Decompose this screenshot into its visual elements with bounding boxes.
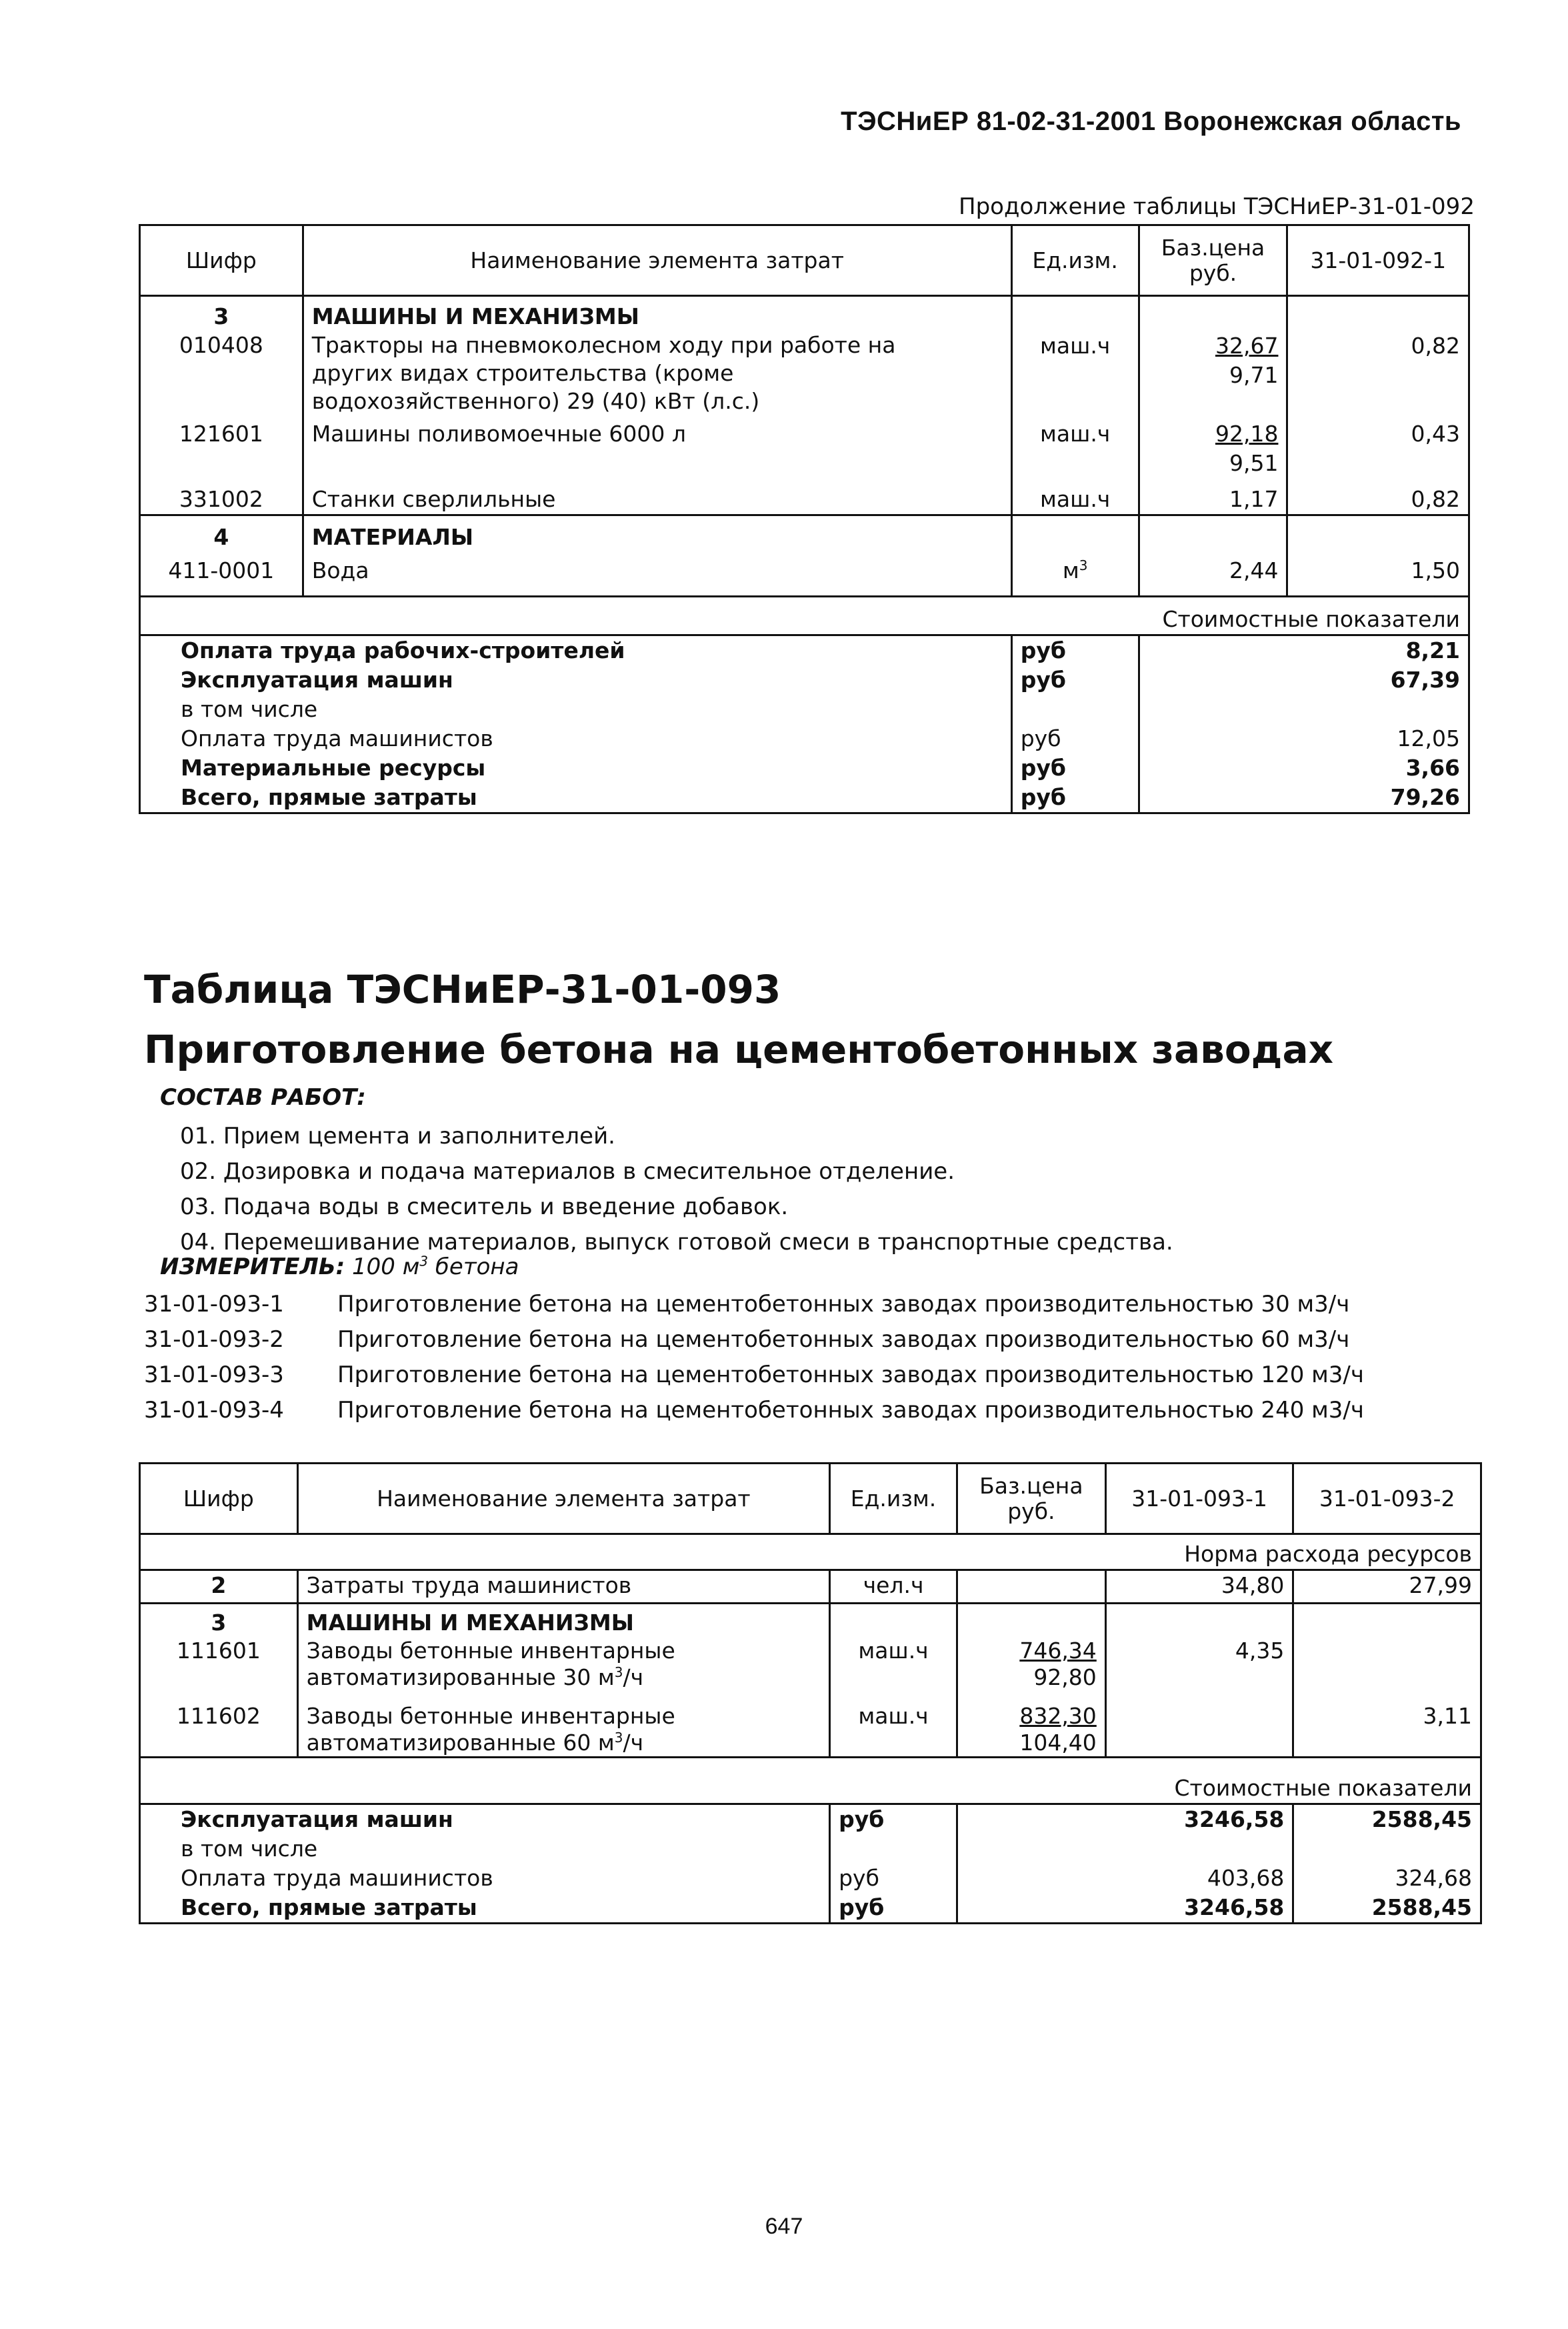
summary-row: в том числе: [140, 695, 1469, 724]
summary-row: Оплата труда рабочих-строителей руб 8,21: [140, 635, 1469, 665]
header-price: Баз.цена руб.: [1139, 225, 1287, 296]
header-code: Шифр: [140, 225, 303, 296]
table-row: 111601 Заводы бетонные инвентарные автоматизированные 30 $м^3/ч$ маш.ч 746,34 92,80 4,35: [140, 1638, 1481, 1691]
header-name: Наименование элемента затрат: [297, 1464, 829, 1534]
document-header: ТЭСНиЕР 81-02-31-2001 Воронежская область: [841, 107, 1461, 136]
measure-value: 100 $м^3$ бетона: [352, 1253, 519, 1280]
table-title: Таблица ТЭСНиЕР-31-01-093: [144, 967, 781, 1012]
table-row: 331002 Станки сверлильные маш.ч 1,17 0,82: [140, 478, 1469, 515]
operation-item: 01. Прием цемента и заполнителей.: [180, 1123, 615, 1149]
summary-row: Оплата труда машинистов руб 12,05: [140, 724, 1469, 753]
section-row: 3 МАШИНЫ И МЕХАНИЗМЫ: [140, 296, 1469, 332]
summary-row: Всего, прямые затраты руб 3246,58 2588,45: [140, 1893, 1481, 1924]
works-label: СОСТАВ РАБОТ:: [160, 1084, 366, 1111]
price-codes-list: [144, 1287, 1364, 1428]
table-row: 010408 Тракторы на пневмоколесном ходу при работе на других видах строительства (кроме водохозяйственного) 29 (40) кВт (л.с.) маш.ч 32,67 9,71 0,82: [140, 331, 1469, 415]
table-31-01-092: [139, 224, 1470, 814]
header-name: Наименование элемента затрат: [303, 225, 1011, 296]
header-norm: 31-01-092-1: [1287, 225, 1469, 296]
table-continuation-caption: Продолжение таблицы ТЭСНиЕР-31-01-092: [959, 193, 1475, 220]
header-norm-2: 31-01-093-2: [1293, 1464, 1481, 1534]
section-row: 4 МАТЕРИАЛЫ: [140, 515, 1469, 553]
operation-item: 03. Подача воды в смеситель и введение добавок.: [180, 1194, 789, 1220]
measure-label: ИЗМЕРИТЕЛЬ:: [160, 1254, 345, 1280]
list-item: 31-01-093-1 Приготовление бетона на цементобетонных заводах производительностью 30 м3/ч: [144, 1291, 1350, 1318]
summary-row: Материальные ресурсы руб 3,66: [140, 753, 1469, 783]
cost-header-row: Стоимостные показатели: [140, 596, 1469, 635]
summary-row: Всего, прямые затраты руб 79,26: [140, 783, 1469, 813]
operations-list: [180, 1119, 1173, 1260]
header-unit: Ед.изм.: [1011, 225, 1139, 296]
table-row: 121601 Машины поливомоечные 6000 л маш.ч 92,18 9,51 0,43: [140, 415, 1469, 478]
summary-row: Эксплуатация машин руб 67,39: [140, 665, 1469, 695]
table-31-01-093: [139, 1462, 1482, 1924]
header-price: Баз.цена руб.: [957, 1464, 1105, 1534]
operation-item: 04. Перемешивание материалов, выпуск готовой смеси в транспортные средства.: [180, 1229, 1173, 1256]
norm-header-row: Норма расхода ресурсов: [140, 1534, 1481, 1570]
header-code: Шифр: [140, 1464, 298, 1534]
cost-header-row: Стоимостные показатели: [140, 1758, 1481, 1804]
summary-row: Оплата труда машинистов руб 403,68 324,68: [140, 1864, 1481, 1893]
list-item: 31-01-093-2 Приготовление бетона на цементобетонных заводах производительностью 60 м3/ч: [144, 1326, 1350, 1353]
section-title: Приготовление бетона на цементобетонных заводах: [144, 1027, 1334, 1072]
operation-item: 02. Дозировка и подача материалов в смесительное отделение.: [180, 1158, 955, 1185]
summary-row: Эксплуатация машин руб 3246,58 2588,45: [140, 1804, 1481, 1835]
table-row: 111602 Заводы бетонные инвентарные автоматизированные 60 $м^3/ч$ маш.ч 832,30 104,40 3,11: [140, 1691, 1481, 1758]
table-row: 2 Затраты труда машинистов чел.ч 34,80 27,99: [140, 1570, 1481, 1604]
summary-row: в том числе: [140, 1834, 1481, 1864]
measure-line: [160, 1254, 519, 1280]
header-unit: Ед.изм.: [830, 1464, 957, 1534]
table-row: 411-0001 Вода $м^3$ 2,44 1,50: [140, 552, 1469, 596]
list-item: 31-01-093-3 Приготовление бетона на цементобетонных заводах производительностью 120 м3/ч: [144, 1362, 1364, 1388]
section-row: 3 МАШИНЫ И МЕХАНИЗМЫ: [140, 1604, 1481, 1638]
table-header-row: [140, 225, 1469, 296]
header-norm-1: 31-01-093-1: [1105, 1464, 1293, 1534]
list-item: 31-01-093-4 Приготовление бетона на цементобетонных заводах производительностью 240 м3/ч: [144, 1397, 1364, 1424]
page-number: 647: [765, 2214, 803, 2239]
table-header-row: [140, 1464, 1481, 1534]
